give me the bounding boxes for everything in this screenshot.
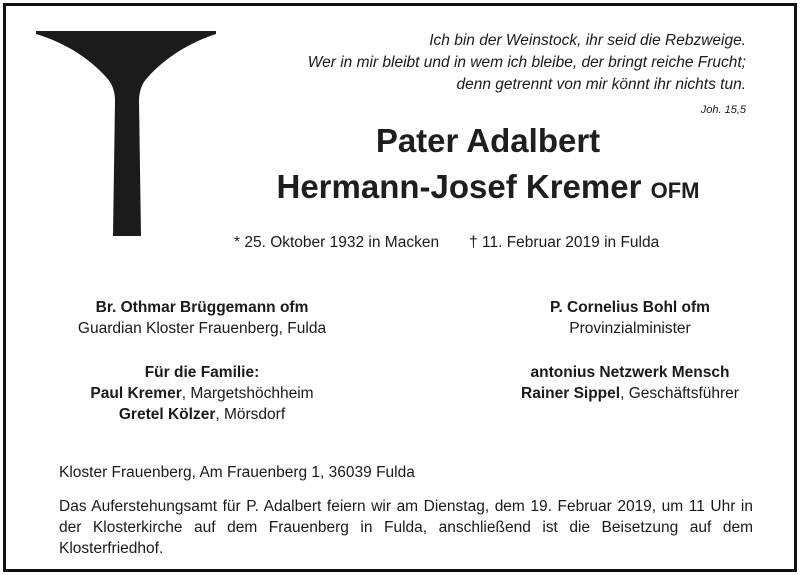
network-contact-role: , Geschäftsführer [620,385,739,402]
family-block [52,362,352,425]
verse-line: Ich bin der Weinstock, ihr seid die Rebzweige. [429,32,746,49]
family-heading: Für die Familie: [144,364,260,381]
guardian-name: Br. Othmar Brüggemann ofm [95,299,309,316]
deceased-name [238,168,738,206]
service-notice: Das Auferstehungsamt für P. Adalbert feiern wir am Dienstag, dem 19. Februar 2019, um 11 Uhr in der Klosterkirche auf dem Frauenberg in Fulda, anschließend ist die Beisetzung auf dem Klosterfriedhof. [59,498,753,557]
obituary-notice-frame [3,3,797,572]
network-contact [480,383,780,404]
verse-reference: Joh. 15,5 [700,104,746,116]
family-member-place: , Margetshöchheim [181,385,314,402]
family-member [52,404,352,425]
life-dates [234,234,659,252]
deceased-title: Pater Adalbert [375,122,601,159]
verse-line: denn getrennt von mir könnt ihr nichts tun. [456,76,746,93]
guardian-role: Guardian Kloster Frauenberg, Fulda [77,320,327,337]
family-member [52,383,352,404]
bible-verse [308,30,746,96]
deceased-full-name: Hermann-Josef Kremer [276,168,642,205]
order-suffix: OFM [650,178,700,203]
network-heading: antonius Netzwerk Mensch [530,364,730,381]
tau-cross-icon [36,31,216,236]
verse-line: Wer in mir bleibt und in wem ich bleibe, der bringt reiche Frucht; [307,54,746,71]
family-member-name: Gretel Kölzer [118,406,216,423]
network-contact-name: Rainer Sippel [521,385,621,402]
provincial-block [480,297,780,339]
birth-date: * 25. Oktober 1932 in Macken [234,234,440,251]
death-date: † 11. Februar 2019 in Fulda [469,234,660,251]
provincial-name: P. Cornelius Bohl ofm [550,299,710,316]
family-member-place: , Mörsdorf [215,406,286,423]
guardian-block [52,297,352,339]
network-block [480,362,780,404]
family-member-name: Paul Kremer [90,385,182,402]
monastery-address: Kloster Frauenberg, Am Frauenberg 1, 36039 Fulda [59,464,415,481]
provincial-role: Provinzialminister [569,320,691,337]
